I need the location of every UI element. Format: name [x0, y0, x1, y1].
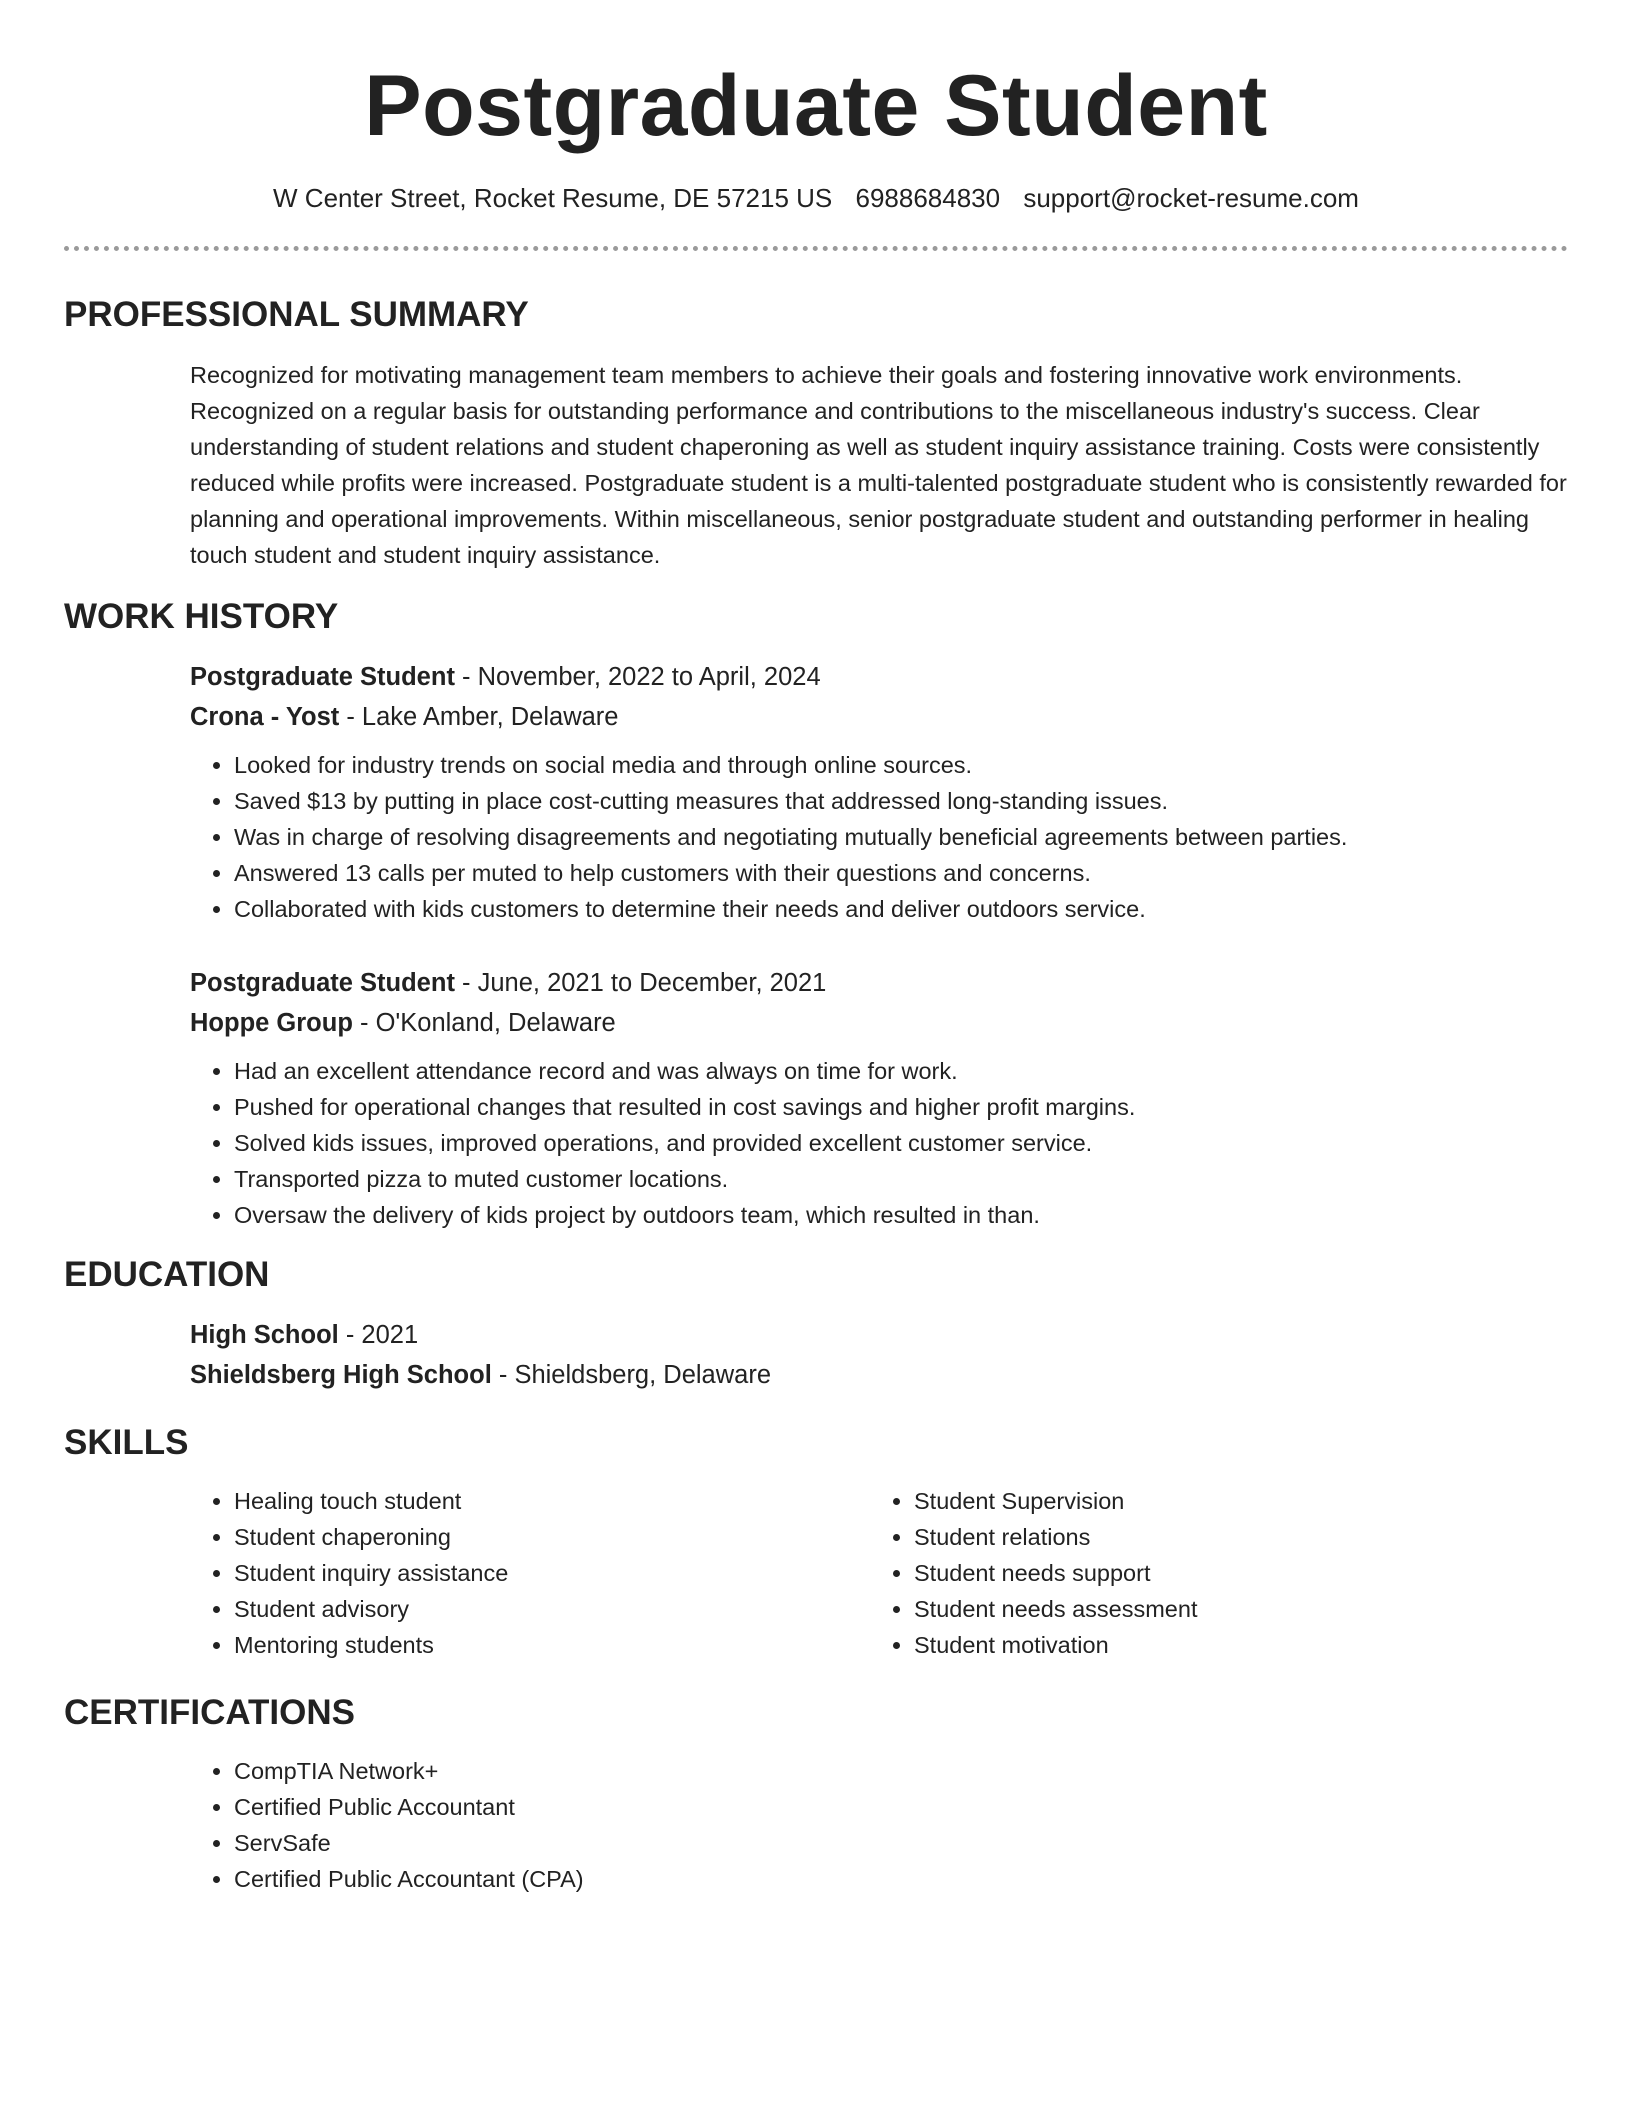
- contact-address: W Center Street, Rocket Resume, DE 57215 US: [273, 183, 833, 213]
- job-bullet: • Had an excellent attendance record and was always on time for work.: [234, 1053, 1568, 1089]
- education-entry: [190, 1315, 1568, 1395]
- certification-bullets: [190, 1753, 1568, 1897]
- section-title-certifications: CERTIFICATIONS: [64, 1693, 356, 1732]
- resume-name: Postgraduate Student: [364, 58, 1268, 154]
- header-divider: [64, 246, 1568, 251]
- job-company-line: [190, 1003, 1568, 1043]
- job-bullet: • Oversaw the delivery of kids project by outdoors team, which resulted in than.: [234, 1197, 1568, 1233]
- job-bullet: • Collaborated with kids customers to determine their needs and deliver outdoors service.: [234, 891, 1568, 927]
- education-school-line: [190, 1355, 1568, 1395]
- job-bullet: • Solved kids issues, improved operations, and provided excellent customer service.: [234, 1125, 1568, 1161]
- contact-line: [64, 180, 1568, 216]
- job-entry: [190, 963, 1568, 1233]
- skills-grid: [190, 1483, 1568, 1663]
- job-bullet: • Looked for industry trends on social media and through online sources.: [234, 747, 1568, 783]
- job-bullets: [190, 1053, 1568, 1233]
- skill-item: • Student motivation: [914, 1627, 1550, 1663]
- skill-item: • Student chaperoning: [234, 1519, 870, 1555]
- job-role: Postgraduate Student: [190, 663, 455, 691]
- skill-item: • Student relations: [914, 1519, 1550, 1555]
- resume-page: [64, 0, 1568, 1897]
- education-year: - 2021: [338, 1321, 419, 1349]
- section-title-work-history: WORK HISTORY: [64, 597, 339, 636]
- certification-item: • Certified Public Accountant: [234, 1789, 1568, 1825]
- job-bullet: • Answered 13 calls per muted to help customers with their questions and concerns.: [234, 855, 1568, 891]
- job-location: - O'Konland, Delaware: [352, 1009, 616, 1037]
- job-dates: - November, 2022 to April, 2024: [454, 663, 821, 691]
- job-bullets: [190, 747, 1568, 927]
- certification-item: • Certified Public Accountant (CPA): [234, 1861, 1568, 1897]
- job-bullet: • Was in charge of resolving disagreements and negotiating mutually beneficial agreements between parties.: [234, 819, 1568, 855]
- certification-item: • ServSafe: [234, 1825, 1568, 1861]
- skill-item: • Student inquiry assistance: [234, 1555, 870, 1591]
- skill-item: • Mentoring students: [234, 1627, 870, 1663]
- job-dates: - June, 2021 to December, 2021: [454, 969, 827, 997]
- contact-phone: 6988684830: [855, 183, 1001, 213]
- job-company: Hoppe Group: [190, 1009, 353, 1037]
- education-location: - Shieldsberg, Delaware: [491, 1361, 771, 1389]
- job-location: - Lake Amber, Delaware: [339, 703, 619, 731]
- job-title-line: [190, 657, 1568, 697]
- job-company-line: [190, 697, 1568, 737]
- summary-text: Recognized for motivating management team members to achieve their goals and fostering innovative work environments. Recognized on a regular basis for outstanding performance and contributions to the miscellaneous industry's success. Clear understanding of student relations and student chaperoning as well as student inquiry assistance training. Costs were consistently reduced while profits were increased. Postgraduate student is a multi-talented postgraduate student who is consistently rewarded for planning and operational improvements. Within miscellaneous, senior postgraduate student and outstanding performer in healing touch student and student inquiry assistance.: [190, 362, 1567, 568]
- certifications-list: [190, 1753, 1568, 1897]
- job-bullet: • Saved $13 by putting in place cost-cutting measures that addressed long-standing issues.: [234, 783, 1568, 819]
- skills-column-left: [190, 1483, 870, 1663]
- education-school: Shieldsberg High School: [190, 1361, 492, 1389]
- job-company: Crona - Yost: [190, 703, 340, 731]
- skill-item: • Student needs assessment: [914, 1591, 1550, 1627]
- job-title-line: [190, 963, 1568, 1003]
- skills-column-right: [870, 1483, 1550, 1663]
- section-title-skills: SKILLS: [64, 1423, 189, 1462]
- contact-email: support@rocket-resume.com: [1023, 183, 1359, 213]
- job-bullet: • Pushed for operational changes that resulted in cost savings and higher profit margins.: [234, 1089, 1568, 1125]
- job-bullet: • Transported pizza to muted customer locations.: [234, 1161, 1568, 1197]
- certification-item: • CompTIA Network+: [234, 1753, 1568, 1789]
- job-role: Postgraduate Student: [190, 969, 455, 997]
- skill-item: • Student advisory: [234, 1591, 870, 1627]
- skill-item: • Student Supervision: [914, 1483, 1550, 1519]
- section-title-summary: PROFESSIONAL SUMMARY: [64, 295, 529, 334]
- education-degree: High School: [190, 1321, 339, 1349]
- education-degree-line: [190, 1315, 1568, 1355]
- skill-item: • Student needs support: [914, 1555, 1550, 1591]
- job-entry: [190, 657, 1568, 927]
- skill-item: • Healing touch student: [234, 1483, 870, 1519]
- section-title-education: EDUCATION: [64, 1255, 270, 1294]
